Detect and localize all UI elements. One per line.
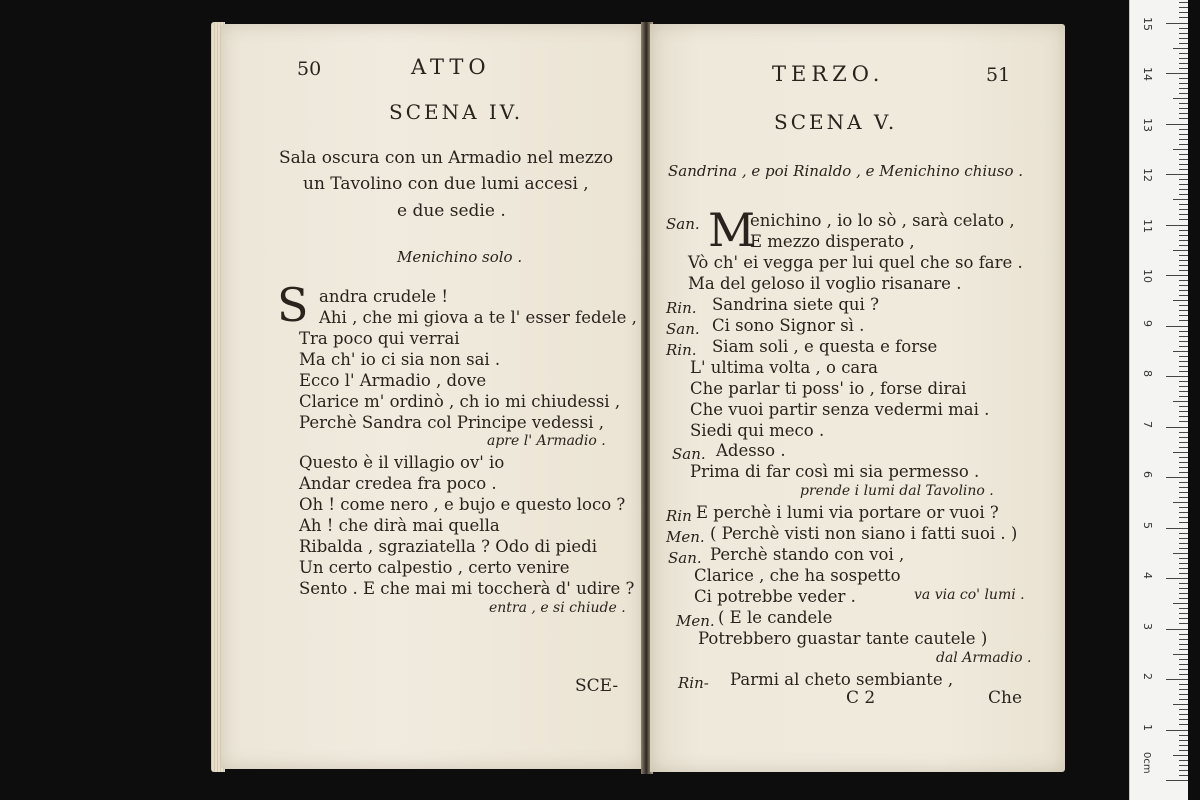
ruler-tick: [1173, 502, 1188, 503]
ruler-tick: [1179, 588, 1188, 589]
ruler-tick: [1179, 68, 1188, 69]
ruler-tick: [1179, 613, 1188, 614]
ruler-tick: [1179, 745, 1188, 746]
stage-setting-line: un Tavolino con due lumi accesi ,: [303, 174, 589, 194]
ruler-tick: [1166, 73, 1188, 74]
ruler-tick: [1179, 209, 1188, 210]
ruler-tick: [1179, 639, 1188, 640]
ruler-tick: [1173, 98, 1188, 99]
verse-line: Clarice m' ordinò , ch io mi chiudessi ,: [299, 392, 621, 411]
ruler-tick: [1173, 48, 1188, 49]
ruler-tick: [1179, 512, 1188, 513]
ruler-tick: [1179, 270, 1188, 271]
ruler-tick: [1179, 740, 1188, 741]
ruler-tick: [1179, 179, 1188, 180]
ruler-tick: [1179, 315, 1188, 316]
ruler-tick: [1179, 265, 1188, 266]
left-page: [221, 24, 643, 769]
ruler-tick: [1179, 724, 1188, 725]
ruler-tick: [1179, 260, 1188, 261]
speaker-label: San.: [666, 320, 700, 338]
ruler-tick: [1166, 124, 1188, 125]
dialogue-line: Perchè stando con voi ,: [710, 545, 905, 564]
stage-direction: prende i lumi dal Tavolino .: [800, 483, 994, 499]
ruler-cm-label: 4: [1141, 572, 1154, 579]
ruler-cm-label: 2: [1141, 673, 1154, 680]
ruler-tick: [1179, 38, 1188, 39]
ruler-tick: [1179, 63, 1188, 64]
left-page-number: 50: [297, 58, 322, 80]
dialogue-line: ( E le candele: [718, 608, 833, 627]
ruler-tick: [1179, 285, 1188, 286]
dialogue-line: Clarice , che ha sospetto: [694, 566, 901, 585]
ruler-tick: [1179, 17, 1188, 18]
ruler-tick: [1179, 462, 1188, 463]
ruler-tick: [1179, 129, 1188, 130]
ruler-tick: [1179, 482, 1188, 483]
ruler-tick: [1179, 593, 1188, 594]
ruler-tick: [1166, 427, 1188, 428]
ruler-tick: [1166, 528, 1188, 529]
speaker-label: San.: [666, 215, 700, 233]
dialogue-line: ( Perchè visti non siano i fatti suoi . ): [710, 524, 1018, 543]
ruler-tick: [1179, 775, 1188, 776]
ruler-tick: [1179, 522, 1188, 523]
ruler-tick: [1179, 669, 1188, 670]
verse-line: Ah ! che dirà mai quella: [299, 516, 500, 535]
ruler-tick: [1179, 684, 1188, 685]
ruler-tick: [1179, 437, 1188, 438]
ruler-tick: [1179, 169, 1188, 170]
ruler-tick: [1179, 543, 1188, 544]
dialogue-line: Parmi al cheto sembiante ,: [730, 670, 954, 689]
ruler-cm-label: 12: [1141, 168, 1154, 182]
ruler-tick: [1166, 23, 1188, 24]
ruler-tick: [1179, 346, 1188, 347]
ruler-tick: [1179, 618, 1188, 619]
stage-setting-line: e due sedie .: [397, 201, 506, 221]
ruler-tick: [1166, 679, 1188, 680]
verse-line: Perchè Sandra col Principe vedessi ,: [299, 413, 604, 432]
ruler-tick: [1173, 351, 1188, 352]
ruler-tick: [1166, 477, 1188, 478]
ruler-tick: [1179, 457, 1188, 458]
speaker-label: Men.: [666, 528, 705, 546]
ruler-tick: [1173, 149, 1188, 150]
ruler-tick: [1179, 608, 1188, 609]
dialogue-line: E perchè i lumi via portare or vuoi ?: [696, 503, 999, 522]
ruler-tick: [1179, 134, 1188, 135]
ruler-tick: [1179, 280, 1188, 281]
ruler-tick: [1173, 199, 1188, 200]
ruler-unit-label: 0cm: [1141, 752, 1152, 774]
stage-direction: va via co' lumi .: [914, 587, 1025, 603]
ruler-tick: [1173, 452, 1188, 453]
ruler-tick: [1179, 689, 1188, 690]
dialogue-line: Che vuoi partir senza vedermi mai .: [690, 400, 990, 419]
dialogue-line: Siedi qui meco .: [690, 421, 825, 440]
ruler-tick: [1179, 214, 1188, 215]
character-heading: Menichino solo .: [397, 248, 523, 266]
ruler-tick: [1179, 53, 1188, 54]
dialogue-line: Potrebbero guastar tante cautele ): [698, 629, 988, 648]
ruler-tick: [1179, 432, 1188, 433]
ruler-tick: [1179, 548, 1188, 549]
ruler-tick: [1179, 538, 1188, 539]
ruler-tick: [1179, 563, 1188, 564]
verse-line: Ahi , che mi giova a te l' esser fedele ,: [319, 308, 637, 327]
ruler-cm-label: 10: [1141, 269, 1154, 283]
ruler-tick: [1179, 770, 1188, 771]
ruler-tick: [1179, 421, 1188, 422]
ruler-tick: [1179, 497, 1188, 498]
ruler-tick: [1179, 204, 1188, 205]
verse-line: Questo è il villagio ov' io: [299, 453, 505, 472]
ruler-tick: [1179, 507, 1188, 508]
ruler-tick: [1179, 88, 1188, 89]
ruler-tick: [1179, 371, 1188, 372]
ruler-tick: [1173, 250, 1188, 251]
ruler-tick: [1179, 240, 1188, 241]
drop-cap: S: [277, 278, 309, 332]
ruler-tick: [1179, 699, 1188, 700]
measurement-ruler: [1129, 0, 1188, 800]
ruler-tick: [1179, 235, 1188, 236]
left-running-head: ATTO: [411, 55, 491, 79]
ruler-tick: [1179, 719, 1188, 720]
right-running-head: TERZO.: [772, 62, 885, 86]
ruler-cm-label: 11: [1141, 218, 1154, 233]
ruler-tick: [1166, 225, 1188, 226]
dialogue-line: Siam soli , e questa e forse: [712, 337, 938, 356]
ruler-tick: [1173, 654, 1188, 655]
dialogue-line: Che parlar ti poss' io , forse dirai: [690, 379, 967, 398]
ruler-tick: [1179, 189, 1188, 190]
ruler-tick: [1179, 361, 1188, 362]
left-scene-title: SCENA IV.: [389, 100, 524, 124]
verse-line: Sento . E che mai mi toccherà d' udire ?: [299, 579, 635, 598]
ruler-tick: [1179, 649, 1188, 650]
drop-cap: M: [708, 203, 756, 257]
ruler-cm-label: 6: [1141, 471, 1154, 478]
ruler-tick: [1179, 623, 1188, 624]
ruler-tick: [1179, 194, 1188, 195]
ruler-tick: [1179, 760, 1188, 761]
ruler-tick: [1179, 154, 1188, 155]
verse-line: Oh ! come nero , e bujo e questo loco ?: [299, 495, 626, 514]
ruler-tick: [1179, 568, 1188, 569]
ruler-tick: [1179, 714, 1188, 715]
ruler-tick: [1179, 664, 1188, 665]
ruler-tick: [1179, 396, 1188, 397]
ruler-tick: [1179, 295, 1188, 296]
verse-line: Un certo calpestio , certo venire: [299, 558, 570, 577]
ruler-cm-label: 14: [1141, 67, 1154, 81]
ruler-tick: [1179, 255, 1188, 256]
ruler-cm-label: 8: [1141, 370, 1154, 377]
ruler-tick: [1179, 305, 1188, 306]
speaker-label: San.: [668, 549, 702, 567]
verse-line: andra crudele !: [319, 287, 448, 306]
ruler-tick: [1179, 406, 1188, 407]
ruler-tick: [1179, 341, 1188, 342]
ruler-tick: [1179, 310, 1188, 311]
ruler-tick: [1179, 735, 1188, 736]
ruler-tick: [1179, 674, 1188, 675]
ruler-cm-label: 5: [1141, 521, 1154, 529]
speaker-label: Rin: [666, 507, 692, 525]
ruler-tick: [1179, 331, 1188, 332]
stage-direction: entra , e si chiude .: [489, 600, 626, 616]
right-page-number: 51: [986, 64, 1011, 86]
ruler-tick: [1179, 492, 1188, 493]
ruler-tick: [1179, 709, 1188, 710]
dialogue-line: Ma del geloso il voglio risanare .: [688, 274, 962, 293]
catchword: Che: [988, 688, 1023, 708]
dialogue-line: enichino , io lo sò , sarà celato ,: [750, 211, 1015, 230]
dialogue-line: E mezzo disperato ,: [750, 232, 915, 251]
ruler-cm-label: 1: [1141, 723, 1154, 731]
ruler-tick: [1179, 573, 1188, 574]
ruler-tick: [1179, 644, 1188, 645]
dialogue-line: L' ultima volta , o cara: [690, 358, 878, 377]
signature-mark: C 2: [846, 688, 876, 708]
verse-line: Ribalda , sgraziatella ? Odo di piedi: [299, 537, 597, 556]
speaker-label: Rin.: [666, 299, 697, 317]
dialogue-line: Ci potrebbe veder .: [694, 587, 856, 606]
ruler-tick: [1179, 290, 1188, 291]
ruler-tick: [1179, 58, 1188, 59]
ruler-cm-label: 15: [1141, 16, 1154, 31]
ruler-tick: [1179, 139, 1188, 140]
ruler-tick: [1179, 442, 1188, 443]
ruler-tick: [1179, 78, 1188, 79]
ruler-tick: [1166, 326, 1188, 327]
ruler-tick: [1179, 118, 1188, 119]
ruler-tick: [1179, 472, 1188, 473]
ruler-tick: [1179, 366, 1188, 367]
ruler-tick: [1179, 28, 1188, 29]
stage-setting: Sandrina , e poi Rinaldo , e Menichino chiuso .: [668, 162, 1024, 180]
ruler-tick: [1179, 336, 1188, 337]
ruler-tick: [1166, 629, 1188, 630]
ruler-tick: [1179, 517, 1188, 518]
dialogue-line: Sandrina siete qui ?: [712, 295, 879, 314]
ruler-tick: [1166, 376, 1188, 377]
ruler-cm-label: 3: [1141, 622, 1154, 630]
ruler-tick: [1179, 7, 1188, 8]
ruler-tick: [1179, 93, 1188, 94]
ruler-tick: [1179, 659, 1188, 660]
ruler-tick: [1179, 598, 1188, 599]
verse-line: Ecco l' Armadio , dove: [299, 371, 487, 390]
stage-direction: dal Armadio .: [936, 650, 1032, 666]
speaker-label: Rin-: [678, 674, 709, 692]
ruler-tick: [1179, 219, 1188, 220]
ruler-cm-label: 9: [1141, 319, 1154, 327]
ruler-cm-label: 7: [1141, 420, 1154, 428]
ruler-tick: [1179, 320, 1188, 321]
ruler-tick: [1173, 553, 1188, 554]
ruler-tick: [1173, 755, 1188, 756]
ruler-tick: [1179, 487, 1188, 488]
ruler-tick: [1179, 164, 1188, 165]
speaker-label: San.: [672, 445, 706, 463]
ruler-tick: [1179, 750, 1188, 751]
ruler-tick: [1179, 43, 1188, 44]
ruler-cm-label: 13: [1141, 117, 1154, 132]
dialogue-line: Adesso .: [716, 441, 786, 460]
ruler-tick: [1179, 391, 1188, 392]
ruler-tick: [1179, 83, 1188, 84]
ruler-tick: [1179, 411, 1188, 412]
speaker-label: Men.: [676, 612, 715, 630]
ruler-tick: [1173, 704, 1188, 705]
ruler-tick: [1179, 765, 1188, 766]
ruler-tick: [1179, 108, 1188, 109]
ruler-tick: [1179, 356, 1188, 357]
ruler-tick: [1179, 467, 1188, 468]
ruler-tick: [1173, 300, 1188, 301]
ruler-tick: [1179, 447, 1188, 448]
verse-line: Ma ch' io ci sia non sai .: [299, 350, 501, 369]
ruler-tick: [1179, 12, 1188, 13]
ruler-tick: [1179, 245, 1188, 246]
verse-line: Tra poco qui verrai: [299, 329, 460, 348]
ruler-tick: [1179, 558, 1188, 559]
ruler-tick: [1166, 730, 1188, 731]
ruler-tick: [1173, 603, 1188, 604]
ruler-tick: [1179, 103, 1188, 104]
ruler-tick: [1179, 386, 1188, 387]
ruler-tick: [1179, 533, 1188, 534]
right-scene-title: SCENA V.: [774, 110, 898, 134]
ruler-tick: [1166, 780, 1188, 781]
ruler-tick: [1179, 694, 1188, 695]
stage-setting-line: Sala oscura con un Armadio nel mezzo: [279, 148, 614, 168]
ruler-tick: [1173, 401, 1188, 402]
catchword: SCE-: [575, 676, 619, 696]
ruler-tick: [1179, 416, 1188, 417]
ruler-tick: [1179, 634, 1188, 635]
ruler-tick: [1166, 275, 1188, 276]
ruler-tick: [1179, 184, 1188, 185]
ruler-tick: [1179, 144, 1188, 145]
ruler-tick: [1166, 578, 1188, 579]
dialogue-line: Ci sono Signor sì .: [712, 316, 865, 335]
ruler-tick: [1179, 230, 1188, 231]
dialogue-line: Vò ch' ei vegga per lui quel che so fare .: [688, 253, 1023, 272]
ruler-tick: [1179, 381, 1188, 382]
ruler-tick: [1179, 33, 1188, 34]
stage-direction: apre l' Armadio .: [487, 433, 606, 449]
ruler-tick: [1179, 159, 1188, 160]
ruler-tick: [1166, 174, 1188, 175]
ruler-tick: [1179, 2, 1188, 3]
ruler-tick: [1179, 113, 1188, 114]
right-page: [650, 24, 1065, 772]
ruler-tick: [1179, 583, 1188, 584]
speaker-label: Rin.: [666, 341, 697, 359]
verse-line: Andar credea fra poco .: [299, 474, 497, 493]
dialogue-line: Prima di far così mi sia permesso .: [690, 462, 980, 481]
